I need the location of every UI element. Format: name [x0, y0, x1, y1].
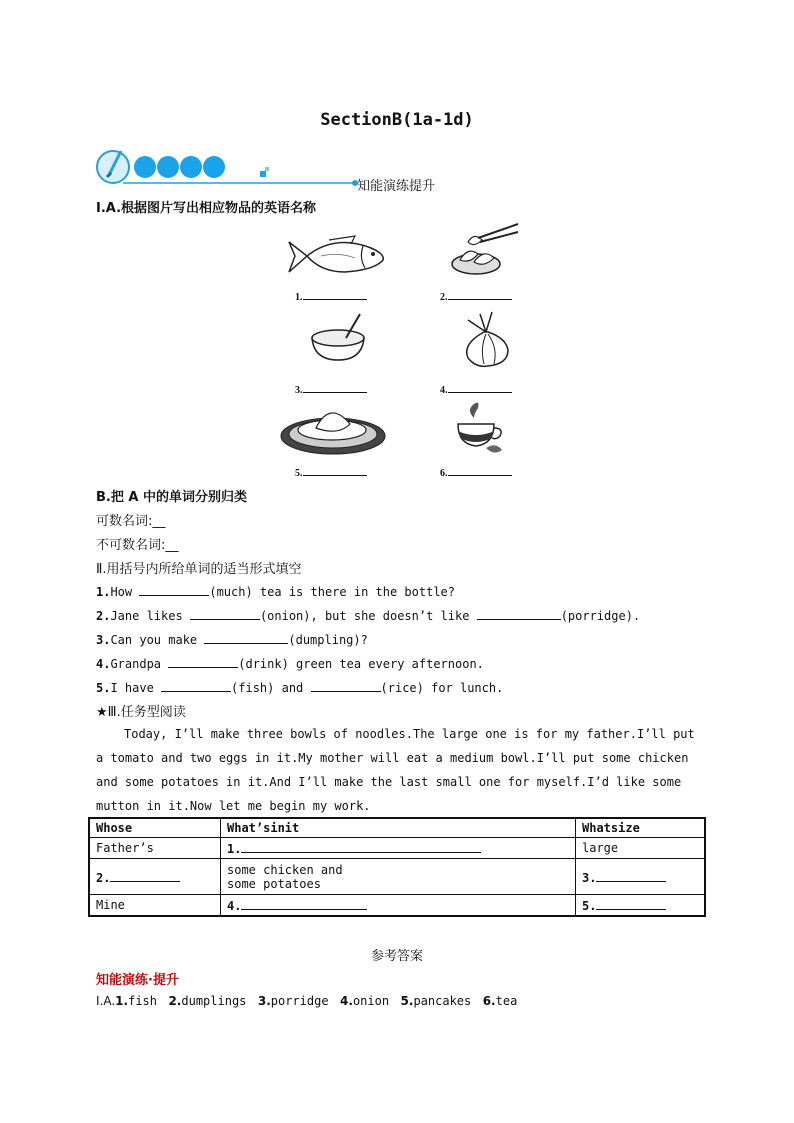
pancakes-icon [280, 400, 386, 456]
item-6-caption: 6. [440, 466, 512, 479]
item-4-caption: 4. [440, 383, 512, 396]
answer-heading: 参考答案 [370, 949, 423, 964]
banner-label: 知能演练提升 [357, 179, 436, 194]
cell-blank-3[interactable]: 3. [576, 859, 706, 895]
fish-icon [285, 232, 390, 280]
cell-whose: Mine [89, 895, 221, 917]
answer-section-title: 知能演练·提升 [96, 973, 179, 988]
blank-field[interactable] [161, 679, 231, 692]
cell-blank-5[interactable]: 5. [576, 895, 706, 917]
blank-field[interactable] [190, 607, 260, 620]
table-row [89, 838, 705, 859]
question-4: 4.Grandpa (drink) green tea every afternoon. [96, 657, 484, 671]
cell-whats-in-it: some chicken and some potatoes [221, 859, 576, 895]
porridge-icon [308, 312, 368, 364]
part2-heading: Ⅱ.用括号内所给单词的适当形式填空 [96, 562, 302, 577]
table-row [89, 859, 705, 895]
item-1-caption: 1. [295, 290, 367, 303]
answer-line: Ⅰ.A.1.fish 2.dumplings 3.porridge 4.onion 5.pancakes 6.tea [96, 994, 518, 1008]
part3-heading: ★Ⅲ.任务型阅读 [96, 705, 186, 720]
header-whose: Whose [89, 818, 221, 838]
question-2: 2.Jane likes (onion), but she doesn’t like (porridge). [96, 609, 641, 623]
item-2-caption: 2. [440, 290, 512, 303]
question-3: 3.Can you make (dumpling)? [96, 633, 368, 647]
item-3-caption: 3. [295, 383, 367, 396]
onion-icon [458, 310, 513, 368]
table-header-row [89, 818, 705, 838]
uncountable-line: 不可数名词:__ [96, 538, 179, 553]
cell-size: large [576, 838, 706, 859]
blank-field[interactable] [204, 631, 288, 644]
blank-field[interactable] [311, 679, 381, 692]
question-1: 1.How (much) tea is there in the bottle? [96, 585, 455, 599]
cell-blank-4[interactable]: 4. [221, 895, 576, 917]
page-title: SectionB(1a-1d) [320, 110, 474, 130]
cell-whose: Father’s [89, 838, 221, 859]
header-what-size: Whatsize [576, 818, 706, 838]
countable-line: 可数名词:__ [96, 514, 166, 529]
table-row [89, 895, 705, 917]
tea-icon [452, 398, 508, 456]
part1-b-heading: B.把 A 中的单词分别归类 [96, 490, 247, 505]
cell-blank-2[interactable]: 2. [89, 859, 221, 895]
passage-line: a tomato and two eggs in it.My mother will eat a medium bowl.I’ll put some chicken [96, 751, 689, 765]
passage-line: mutton in it.Now let me begin my work. [96, 799, 371, 813]
item-5-caption: 5. [295, 466, 367, 479]
header-whats-in-it: What’sinit [221, 818, 576, 838]
answer-table [88, 817, 706, 917]
passage-line: Today, I’ll make three bowls of noodles.The large one is for my father.I’ll put [124, 727, 695, 741]
dumplings-icon [448, 220, 520, 278]
blank-field[interactable] [477, 607, 561, 620]
blank-field[interactable] [139, 583, 209, 596]
cell-blank-1[interactable]: 1. [221, 838, 576, 859]
question-5: 5.I have (fish) and (rice) for lunch. [96, 681, 504, 695]
passage-line: and some potatoes in it.And I’ll make the last small one for myself.I’d like some [96, 775, 682, 789]
blank-field[interactable] [168, 655, 238, 668]
part1-heading: Ⅰ.A.根据图片写出相应物品的英语名称 [96, 201, 317, 216]
